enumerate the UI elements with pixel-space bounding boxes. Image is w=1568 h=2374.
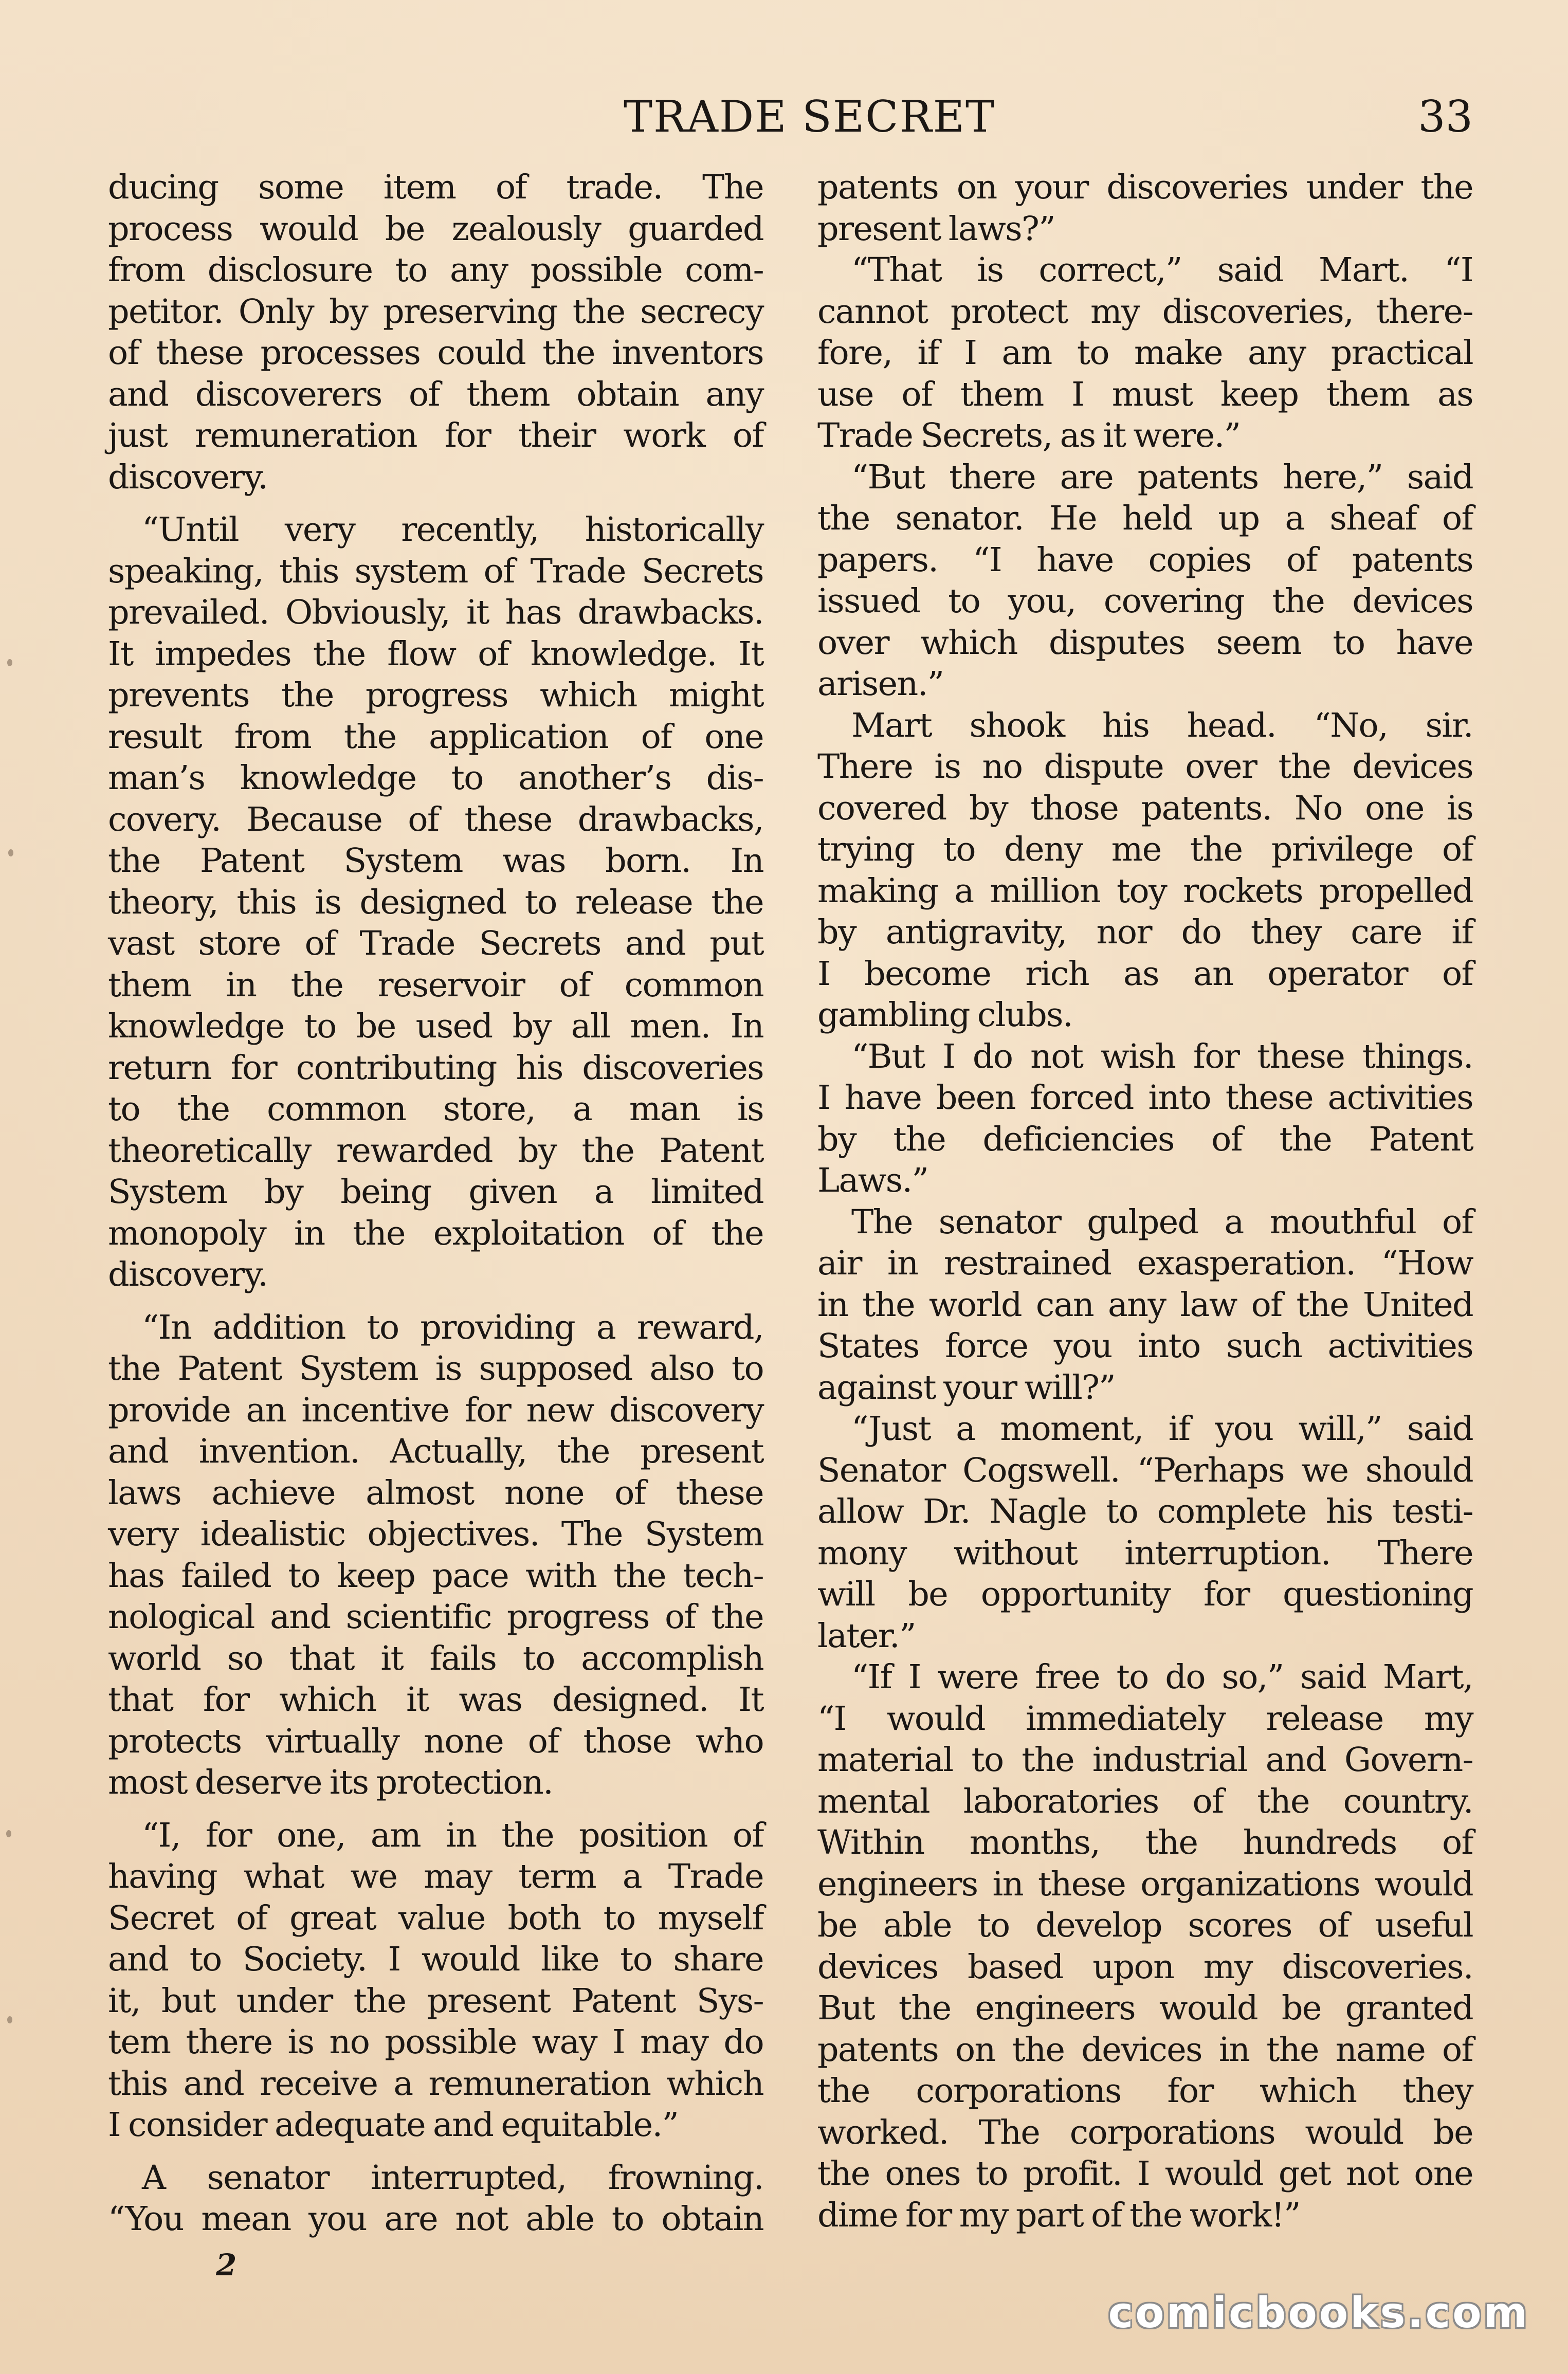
text-line: theory, this is designed to release the [108, 883, 763, 922]
text-line: allow Dr. Nagle to complete his testi- [817, 1492, 1473, 1531]
paragraph-gap [108, 1804, 763, 1815]
text-line: It impedes the flow of knowledge. It [108, 634, 763, 673]
text-line: “Just a moment, if you will,” said [851, 1410, 1473, 1448]
text-line: mony without interruption. There [817, 1533, 1473, 1573]
text-line: engineers in these organizations would [817, 1865, 1473, 1904]
text-line: “If I were free to do so,” said Mart, [851, 1658, 1473, 1696]
text-line: by the deficiencies of the Patent [817, 1120, 1473, 1159]
text-line: having what we may term a Trade [108, 1857, 763, 1896]
text-line: use of them I must keep them as [817, 375, 1473, 414]
text-line: issued to you, covering the devices [817, 582, 1473, 620]
text-line: just remuneration for their work of [108, 416, 763, 455]
text-line: air in restrained exasperation. “How [817, 1244, 1473, 1283]
text-line: monopoly in the exploitation of the [108, 1214, 763, 1253]
text-line: System by being given a limited [108, 1173, 763, 1211]
text-line: petitor. Only by preserving the secrecy [108, 292, 763, 331]
text-line: fore, if I am to make any practical [817, 334, 1473, 372]
text-line: trying to deny me the privilege of [817, 830, 1473, 869]
text-line: Mart shook his head. “No, sir. [851, 706, 1473, 745]
text-line: present laws?” [817, 209, 1055, 248]
text-line: ducing some item of trade. The [108, 168, 763, 207]
text-line: devices based upon my discoveries. [817, 1947, 1473, 1986]
text-line: most deserve its protection. [108, 1763, 553, 1802]
text-line: material to the industrial and Govern- [817, 1741, 1473, 1779]
text-line: the senator. He held up a sheaf of [817, 499, 1473, 538]
text-line: I have been forced into these activities [817, 1079, 1473, 1117]
text-line: later.” [817, 1616, 916, 1655]
text-line: Secret of great value both to myself [108, 1898, 763, 1938]
paper-speck [7, 2016, 12, 2023]
running-title: TRADE SECRET [624, 92, 996, 142]
paragraph-gap [108, 498, 763, 509]
text-line: patents on the devices in the name of [817, 2030, 1473, 2069]
text-line: “In addition to providing a reward, [142, 1308, 763, 1347]
text-line: return for contributing his discoveries [108, 1048, 763, 1087]
text-line: of these processes could the inventors [108, 334, 763, 372]
text-line: man’s knowledge to another’s dis- [108, 759, 763, 797]
text-line: Laws.” [817, 1161, 928, 1200]
text-line: protects virtually none of those who [108, 1722, 763, 1761]
text-line: over which disputes seem to have [817, 623, 1473, 662]
text-line: I become rich as an operator of [817, 954, 1473, 993]
text-line: world so that it fails to accomplish [108, 1639, 763, 1678]
text-line: arisen.” [817, 665, 944, 703]
text-line: “Until very recently, historically [142, 510, 763, 549]
text-line: the ones to profit. I would get not one [817, 2154, 1473, 2193]
text-line: very idealistic objectives. The System [108, 1515, 763, 1554]
text-line: Within months, the hundreds of [817, 1823, 1473, 1862]
text-line: covered by those patents. No one is [817, 789, 1473, 828]
text-line: laws achieve almost none of these [108, 1473, 763, 1512]
text-line: the corporations for which they [817, 2072, 1473, 2110]
text-line: theoretically rewarded by the Patent [108, 1131, 763, 1170]
text-line: against your will?” [817, 1368, 1116, 1407]
text-line: and invention. Actually, the present [108, 1432, 763, 1471]
text-line: The senator gulped a mouthful of [851, 1202, 1473, 1241]
text-line: making a million toy rockets propelled [817, 871, 1473, 910]
text-line: cannot protect my discoveries, there- [817, 292, 1473, 331]
text-line: it, but under the present Patent Sys- [108, 1981, 763, 2020]
text-line: “But I do not wish for these things. [851, 1037, 1473, 1076]
printer-signature-mark: 2 [216, 2248, 237, 2282]
paragraph-gap [108, 2146, 763, 2158]
text-line: “That is correct,” said Mart. “I [851, 251, 1473, 289]
text-line: in the world can any law of the United [817, 1285, 1473, 1324]
text-line: them in the reservoir of common [108, 965, 763, 1005]
text-line: There is no dispute over the devices [817, 747, 1473, 786]
paper-speck [8, 849, 13, 856]
text-line: and discoverers of them obtain any [108, 375, 763, 414]
text-line: gambling clubs. [817, 996, 1072, 1034]
text-line: nological and scientific progress of the [108, 1598, 763, 1636]
text-line: prevents the progress which might [108, 676, 763, 715]
text-line: “But there are patents here,” said [851, 458, 1473, 497]
text-line: speaking, this system of Trade Secrets [108, 552, 763, 591]
text-line: discovery. [108, 1255, 268, 1294]
text-column-right [817, 167, 1473, 2236]
text-line: be able to develop scores of useful [817, 1906, 1473, 1945]
text-line: worked. The corporations would be [817, 2113, 1473, 2152]
text-line: and to Society. I would like to share [108, 1940, 763, 1979]
text-line: discovery. [108, 458, 268, 497]
text-line: to the common store, a man is [108, 1090, 763, 1128]
paper-speck [6, 1830, 11, 1837]
text-line: dime for my part of the work!” [817, 2196, 1300, 2235]
text-line: States force you into such activities [817, 1327, 1473, 1365]
text-line: will be opportunity for questioning [817, 1575, 1473, 1614]
text-line: But the engineers would be granted [817, 1989, 1473, 2028]
text-line: knowledge to be used by all men. In [108, 1007, 763, 1046]
text-line: that for which it was designed. It [108, 1681, 763, 1719]
text-line: result from the application of one [108, 717, 763, 756]
text-line: tem there is no possible way I may do [108, 2023, 763, 2061]
watermark-logo: comicbooks.com [1108, 2289, 1529, 2338]
text-line: prevailed. Obviously, it has drawbacks. [108, 593, 763, 632]
text-line: the Patent System was born. In [108, 842, 763, 880]
text-line: by antigravity, nor do they care if [817, 913, 1473, 952]
text-line: the Patent System is supposed also to [108, 1349, 763, 1388]
text-line: provide an incentive for new discovery [108, 1391, 763, 1430]
text-line: A senator interrupted, frowning. [142, 2158, 763, 2197]
text-line: “I would immediately release my [817, 1699, 1473, 1738]
text-line: patents on your discoveries under the [817, 168, 1473, 207]
text-line: this and receive a remuneration which [108, 2064, 763, 2103]
text-line: I consider adequate and equitable.” [108, 2106, 679, 2144]
text-line: process would be zealously guarded [108, 209, 763, 248]
text-line: from disclosure to any possible com- [108, 251, 763, 289]
page-number: 33 [1418, 92, 1473, 142]
text-line: Senator Cogswell. “Perhaps we should [817, 1451, 1473, 1490]
text-line: papers. “I have copies of patents [817, 540, 1473, 579]
paragraph-gap [108, 1296, 763, 1307]
paper-speck [7, 659, 12, 666]
text-line: vast store of Trade Secrets and put [108, 924, 763, 963]
text-line: “I, for one, am in the position of [142, 1816, 763, 1855]
text-line: mental laboratories of the country. [817, 1782, 1473, 1821]
text-line: “You mean you are not able to obtain [108, 2200, 763, 2238]
text-line: covery. Because of these drawbacks, [108, 800, 763, 839]
text-line: has failed to keep pace with the tech- [108, 1556, 763, 1595]
text-line: Trade Secrets, as it were.” [817, 416, 1241, 455]
text-column-left [108, 167, 763, 2240]
